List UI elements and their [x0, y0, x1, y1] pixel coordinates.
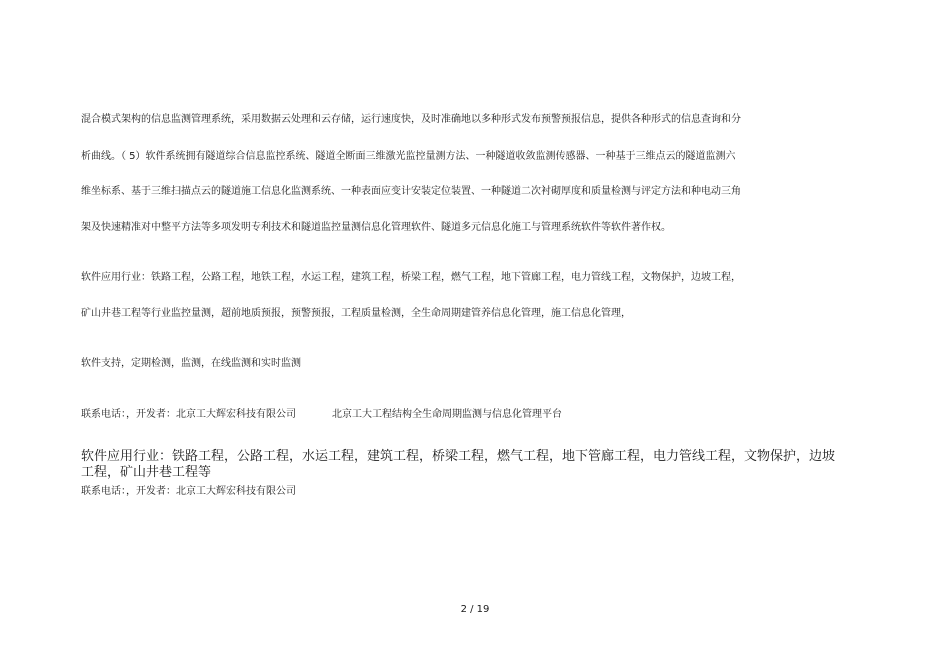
- industry-line-1: 软件应用行业：铁路工程，公路工程，地铁工程，水运工程，建筑工程，桥梁工程，燃气工程，地下管廊工程，电力管线工程，文物保护，边坡工程，: [81, 272, 741, 283]
- paragraph-line-3: 维坐标系、基于三维扫描点云的隧道施工信息化监测系统、一种表面应变计安装定位装置、一种隧道二次衬砌厚度和质量检测与评定方法和种电动三角: [81, 186, 741, 197]
- contact-developer: 联系电话：，开发者：北京工大辉宏科技有限公司: [81, 409, 296, 420]
- paragraph-line-1: 混合模式架构的信息监测管理系统，采用数据云处理和云存储，运行速度快，及时准确地以多种形式发布预警预报信息，提供各种形式的信息查询和分: [81, 114, 741, 125]
- paragraph-line-2: 析曲线。（ 5）软件系统拥有隧道综合信息监控系统、隧道全断面三维激光监控量测方法、一种隧道收敛监测传感器、一种基于三维点云的隧道监测六: [81, 151, 736, 162]
- industry-line-2: 矿山井巷工程等行业监控量测，超前地质预报，预警预报，工程质量检测，全生命周期建管养信息化管理，施工信息化管理，: [81, 308, 631, 319]
- industry-large-text: 软件应用行业：铁路工程，公路工程，水运工程，建筑工程，桥梁工程，燃气工程，地下管廊工程，电力管线工程，文物保护，边坡工程，矿山井巷工程等: [81, 449, 836, 480]
- page-number: 2 / 19: [460, 604, 490, 615]
- contact-line-1: [81, 409, 562, 421]
- paragraph-line-4: 架及快速精准对中整平方法等多项发明专利技术和隧道监控量测信息化管理软件、隧道多元信息化施工与管理系统软件等软件著作权。: [81, 222, 671, 233]
- support-line: 软件支持，定期检测，监测，在线监测和实时监测: [81, 358, 301, 369]
- contact-line-2: 联系电话：，开发者：北京工大辉宏科技有限公司: [81, 486, 296, 497]
- platform-name: 北京工大工程结构全生命周期监测与信息化管理平台: [332, 409, 562, 420]
